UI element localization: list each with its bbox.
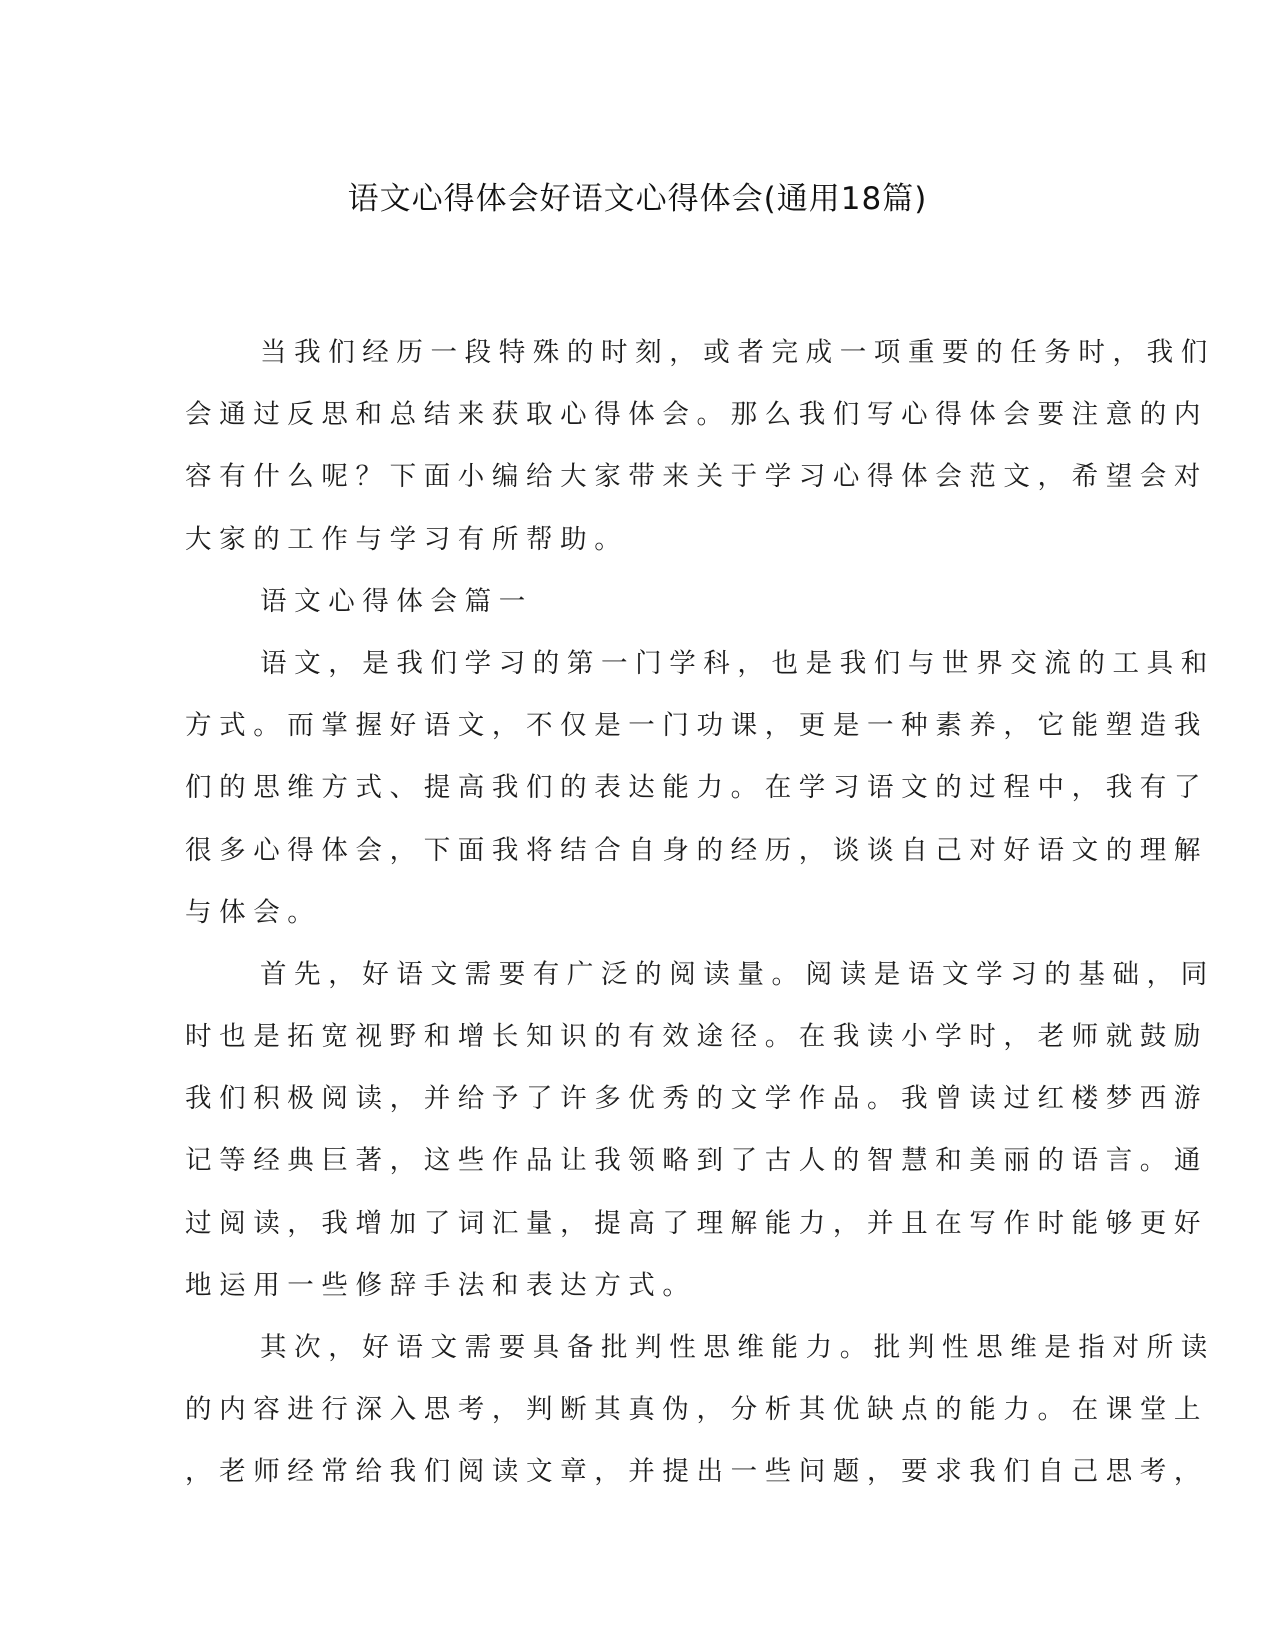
text-line: 语文心得体会篇一: [260, 585, 533, 617]
text-line: 方式。而掌握好语文，不仅是一门功课，更是一种素养，它能塑造我: [185, 710, 1208, 742]
text-line: 们的思维方式、提高我们的表达能力。在学习语文的过程中，我有了: [185, 772, 1208, 804]
text-line: 记等经典巨著，这些作品让我领略到了古人的智慧和美丽的语言。通: [185, 1145, 1208, 1177]
text-line: 很多心得体会，下面我将结合自身的经历，谈谈自己对好语文的理解: [185, 834, 1208, 866]
text-line: 我们积极阅读，并给予了许多优秀的文学作品。我曾读过红楼梦西游: [185, 1083, 1208, 1115]
text-line: 首先，好语文需要有广泛的阅读量。阅读是语文学习的基础，同: [260, 958, 1215, 990]
text-line: ，老师经常给我们阅读文章，并提出一些问题，要求我们自己思考，: [185, 1456, 1208, 1488]
text-line: 容有什么呢？下面小编给大家带来关于学习心得体会范文，希望会对: [185, 461, 1208, 493]
text-line: 会通过反思和总结来获取心得体会。那么我们写心得体会要注意的内: [185, 399, 1208, 431]
document-title: 语文心得体会好语文心得体会(通用18篇): [347, 181, 928, 217]
text-line: 的内容进行深入思考，判断其真伪，分析其优缺点的能力。在课堂上: [185, 1394, 1208, 1426]
text-line: 当我们经历一段特殊的时刻，或者完成一项重要的任务时，我们: [260, 337, 1215, 368]
text-line: 语文，是我们学习的第一门学科，也是我们与世界交流的工具和: [260, 647, 1215, 679]
text-line: 时也是拓宽视野和增长知识的有效途径。在我读小学时，老师就鼓励: [185, 1021, 1208, 1053]
text-line: 过阅读，我增加了词汇量，提高了理解能力，并且在写作时能够更好: [185, 1207, 1208, 1239]
text-line: 大家的工作与学习有所帮助。: [185, 523, 629, 555]
document-body: [185, 322, 1215, 1504]
text-line: 其次，好语文需要具备批判性思维能力。批判性思维是指对所读: [260, 1332, 1215, 1363]
text-line: 与体会。: [185, 896, 322, 928]
text-line: 地运用一些修辞手法和表达方式。: [185, 1269, 697, 1301]
